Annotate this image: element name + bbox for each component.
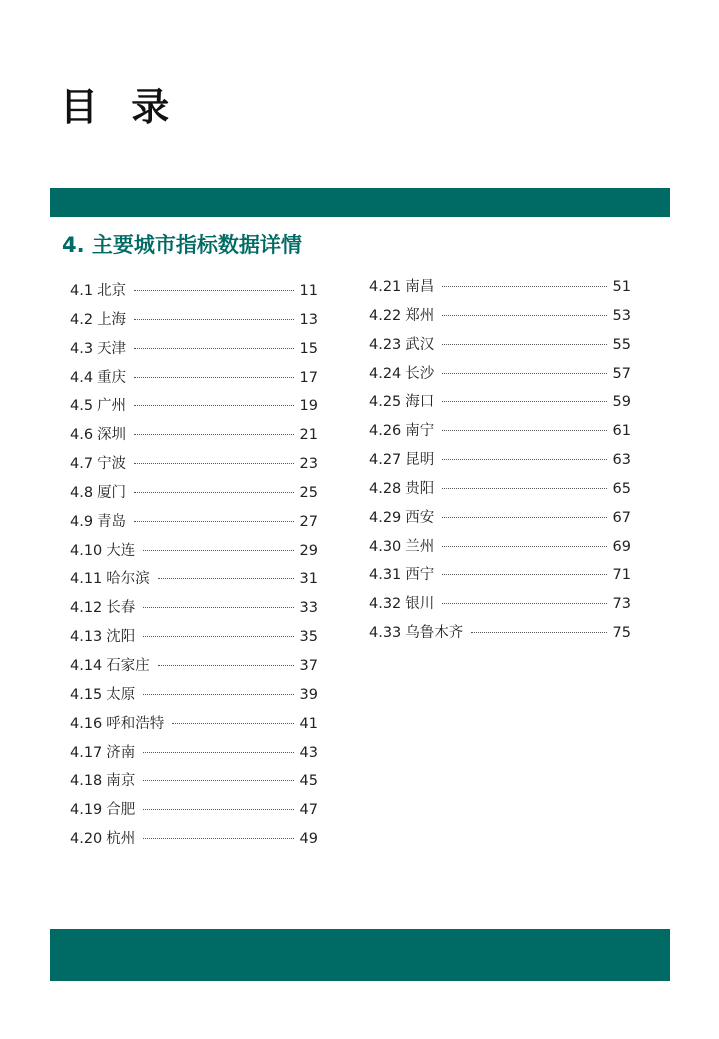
header-band [50,188,670,217]
toc-entry[interactable] [369,306,631,335]
toc-entry-label: 兰州 [405,538,435,555]
toc-entry-label: 海口 [405,394,435,411]
toc-entry-number: 4.21 [369,279,402,295]
toc-entry-page: 35 [299,629,318,646]
toc-dot-leader [143,694,293,695]
toc-entry-label: 西安 [405,509,435,526]
toc-entry-label: 南京 [106,773,136,790]
toc-dot-leader [442,315,606,316]
toc-dot-leader [134,319,293,320]
toc-entry[interactable] [70,598,318,627]
toc-dot-leader [134,434,293,435]
toc-dot-leader [134,521,293,522]
toc-dot-leader [158,665,294,666]
toc-dot-leader [442,344,606,345]
toc-entry[interactable] [369,421,631,450]
toc-entry-label: 贵阳 [405,480,435,497]
toc-entry-page: 71 [612,567,631,584]
toc-entry-page: 27 [299,513,318,530]
toc-dot-leader [442,574,606,575]
toc-entry[interactable] [369,537,631,566]
toc-entry-number: 4.15 [70,686,103,703]
toc-dot-leader [158,578,294,579]
toc-entry-number: 4.4 [70,369,94,386]
toc-dot-leader [143,636,293,637]
toc-entry-number: 4.27 [369,452,402,469]
section-heading: 4. 主要城市指标数据详情 [62,233,302,257]
toc-dot-leader [143,780,293,781]
toc-entry-page: 49 [299,831,318,848]
toc-entry-page: 61 [612,423,631,440]
toc-entry[interactable] [70,454,318,483]
toc-entry-page: 59 [612,394,631,411]
toc-entry-page: 63 [612,452,631,469]
toc-entry-number: 4.13 [70,629,103,646]
toc-entry[interactable] [70,685,318,714]
toc-entry-label: 宁波 [97,456,127,473]
toc-dot-leader [143,607,293,608]
toc-dot-leader [471,632,606,633]
toc-entry-number: 4.7 [70,456,94,473]
toc-entry[interactable] [70,281,318,310]
toc-entry-number: 4.10 [70,542,103,559]
toc-dot-leader [442,430,606,431]
toc-entry[interactable] [70,743,318,772]
toc-entry-number: 4.31 [369,567,402,584]
toc-entry-label: 长沙 [405,365,435,382]
toc-entry-number: 4.24 [369,365,402,382]
toc-entry[interactable] [369,277,631,306]
toc-entry-label: 北京 [97,283,127,299]
toc-entry-page: 15 [299,340,318,357]
toc-entry-label: 合肥 [106,802,136,819]
toc-entry-label: 西宁 [405,567,435,584]
toc-dot-leader [442,459,606,460]
toc-entry-number: 4.8 [70,484,94,501]
toc-entry[interactable] [70,483,318,512]
toc-dot-leader [442,546,606,547]
toc-entry[interactable] [70,829,318,858]
toc-entry-label: 厦门 [97,484,127,501]
toc-entry-label: 长春 [106,600,136,617]
toc-dot-leader [134,348,293,349]
toc-entry-label: 南昌 [405,279,435,295]
toc-entry-page: 73 [612,596,631,613]
toc-entry[interactable] [70,310,318,339]
toc-entry-label: 昆明 [405,452,435,469]
toc-entry-label: 乌鲁木齐 [405,625,464,642]
toc-entry[interactable] [369,508,631,537]
toc-entry[interactable] [70,627,318,656]
toc-entry-label: 上海 [97,311,127,328]
toc-entry-number: 4.18 [70,773,103,790]
toc-entry-label: 武汉 [405,336,435,353]
toc-entry[interactable] [70,512,318,541]
toc-entry-page: 29 [299,542,318,559]
toc-entry-label: 呼和浩特 [106,715,165,732]
toc-entry-page: 19 [299,398,318,415]
toc-entry-page: 65 [612,480,631,497]
toc-dot-leader [442,286,606,287]
toc-dot-leader [172,723,293,724]
toc-entry-label: 广州 [97,398,127,415]
toc-entry[interactable] [70,800,318,829]
toc-entry-label: 重庆 [97,369,127,386]
toc-entry-number: 4.12 [70,600,103,617]
toc-entry-label: 济南 [106,744,136,761]
toc-entry-number: 4.19 [70,802,103,819]
toc-entry-page: 53 [612,307,631,324]
toc-entry-page: 21 [299,427,318,444]
toc-entry-page: 25 [299,484,318,501]
toc-entry-number: 4.25 [369,394,402,411]
toc-entry-label: 郑州 [405,307,435,324]
toc-entry-number: 4.3 [70,340,94,357]
footer-band [50,929,670,981]
toc-entry-page: 39 [299,686,318,703]
toc-entry-page: 13 [299,311,318,328]
toc-entry-page: 57 [612,365,631,382]
toc-dot-leader [134,463,293,464]
toc-dot-leader [134,405,293,406]
toc-entry-number: 4.32 [369,596,402,613]
toc-entry[interactable] [369,594,631,623]
toc-dot-leader [143,838,293,839]
toc-entry[interactable] [70,656,318,685]
toc-entry[interactable] [369,364,631,393]
toc-entry-page: 37 [299,657,318,674]
toc-entry-number: 4.6 [70,427,94,444]
toc-entry-label: 青岛 [97,513,127,530]
toc-entry[interactable] [70,368,318,397]
toc-entry-number: 4.28 [369,480,402,497]
toc-entry-label: 哈尔滨 [106,571,150,588]
toc-entry-page: 17 [299,369,318,386]
toc-dot-leader [442,517,606,518]
toc-entry[interactable] [70,541,318,570]
toc-entry-page: 41 [299,715,318,732]
page-title: 目 录 [60,85,180,129]
toc-dot-leader [143,752,293,753]
toc-entry[interactable] [70,339,318,368]
toc-dot-leader [442,488,606,489]
toc-entry-number: 4.5 [70,398,94,415]
toc-entry-number: 4.9 [70,513,94,530]
toc-entry-page: 75 [612,625,631,642]
toc-entry-page: 11 [299,283,318,299]
toc-entry-number: 4.11 [70,571,103,588]
toc-entry[interactable] [70,425,318,454]
toc-entry-page: 55 [612,336,631,353]
toc-entry[interactable] [369,479,631,508]
toc-entry-page: 23 [299,456,318,473]
toc-entry-page: 31 [299,571,318,588]
toc-dot-leader [442,373,606,374]
toc-entry-number: 4.23 [369,336,402,353]
toc-entry-page: 69 [612,538,631,555]
toc-dot-leader [143,809,293,810]
toc-entry-label: 大连 [106,542,136,559]
toc-entry[interactable] [369,623,631,652]
toc-entry-page: 51 [612,279,631,295]
toc-entry[interactable] [369,565,631,594]
toc-entry-page: 67 [612,509,631,526]
toc-entry-label: 银川 [405,596,435,613]
toc-entry-number: 4.29 [369,509,402,526]
toc-dot-leader [134,290,293,291]
toc-entry-label: 沈阳 [106,629,136,646]
toc-entry-number: 4.14 [70,657,103,674]
toc-entry-number: 4.33 [369,625,402,642]
toc-entry-number: 4.22 [369,307,402,324]
toc-dot-leader [442,401,606,402]
toc-entry-number: 4.1 [70,283,94,299]
toc-entry-number: 4.2 [70,311,94,328]
toc-dot-leader [143,550,293,551]
toc-entry[interactable] [369,335,631,364]
toc-entry-label: 杭州 [106,831,136,848]
toc-entry-number: 4.30 [369,538,402,555]
toc-right-column [369,277,631,652]
toc-entry-number: 4.16 [70,715,103,732]
toc-dot-leader [134,492,293,493]
toc-entry-page: 47 [299,802,318,819]
toc-entry-page: 45 [299,773,318,790]
toc-entry-number: 4.20 [70,831,103,848]
toc-entry-label: 太原 [106,686,136,703]
toc-entry-label: 南宁 [405,423,435,440]
toc-entry[interactable] [70,569,318,598]
toc-dot-leader [442,603,606,604]
toc-entry-label: 天津 [97,340,127,357]
toc-entry-page: 33 [299,600,318,617]
toc-entry-page: 43 [299,744,318,761]
toc-entry[interactable] [70,771,318,800]
toc-entry-label: 石家庄 [106,657,150,674]
toc-entry-number: 4.17 [70,744,103,761]
toc-entry[interactable] [70,714,318,743]
toc-entry[interactable] [70,396,318,425]
toc-entry-number: 4.26 [369,423,402,440]
toc-entry[interactable] [369,392,631,421]
toc-entry[interactable] [369,450,631,479]
toc-dot-leader [134,377,293,378]
toc-entry-label: 深圳 [97,427,127,444]
toc-left-column [70,281,318,858]
